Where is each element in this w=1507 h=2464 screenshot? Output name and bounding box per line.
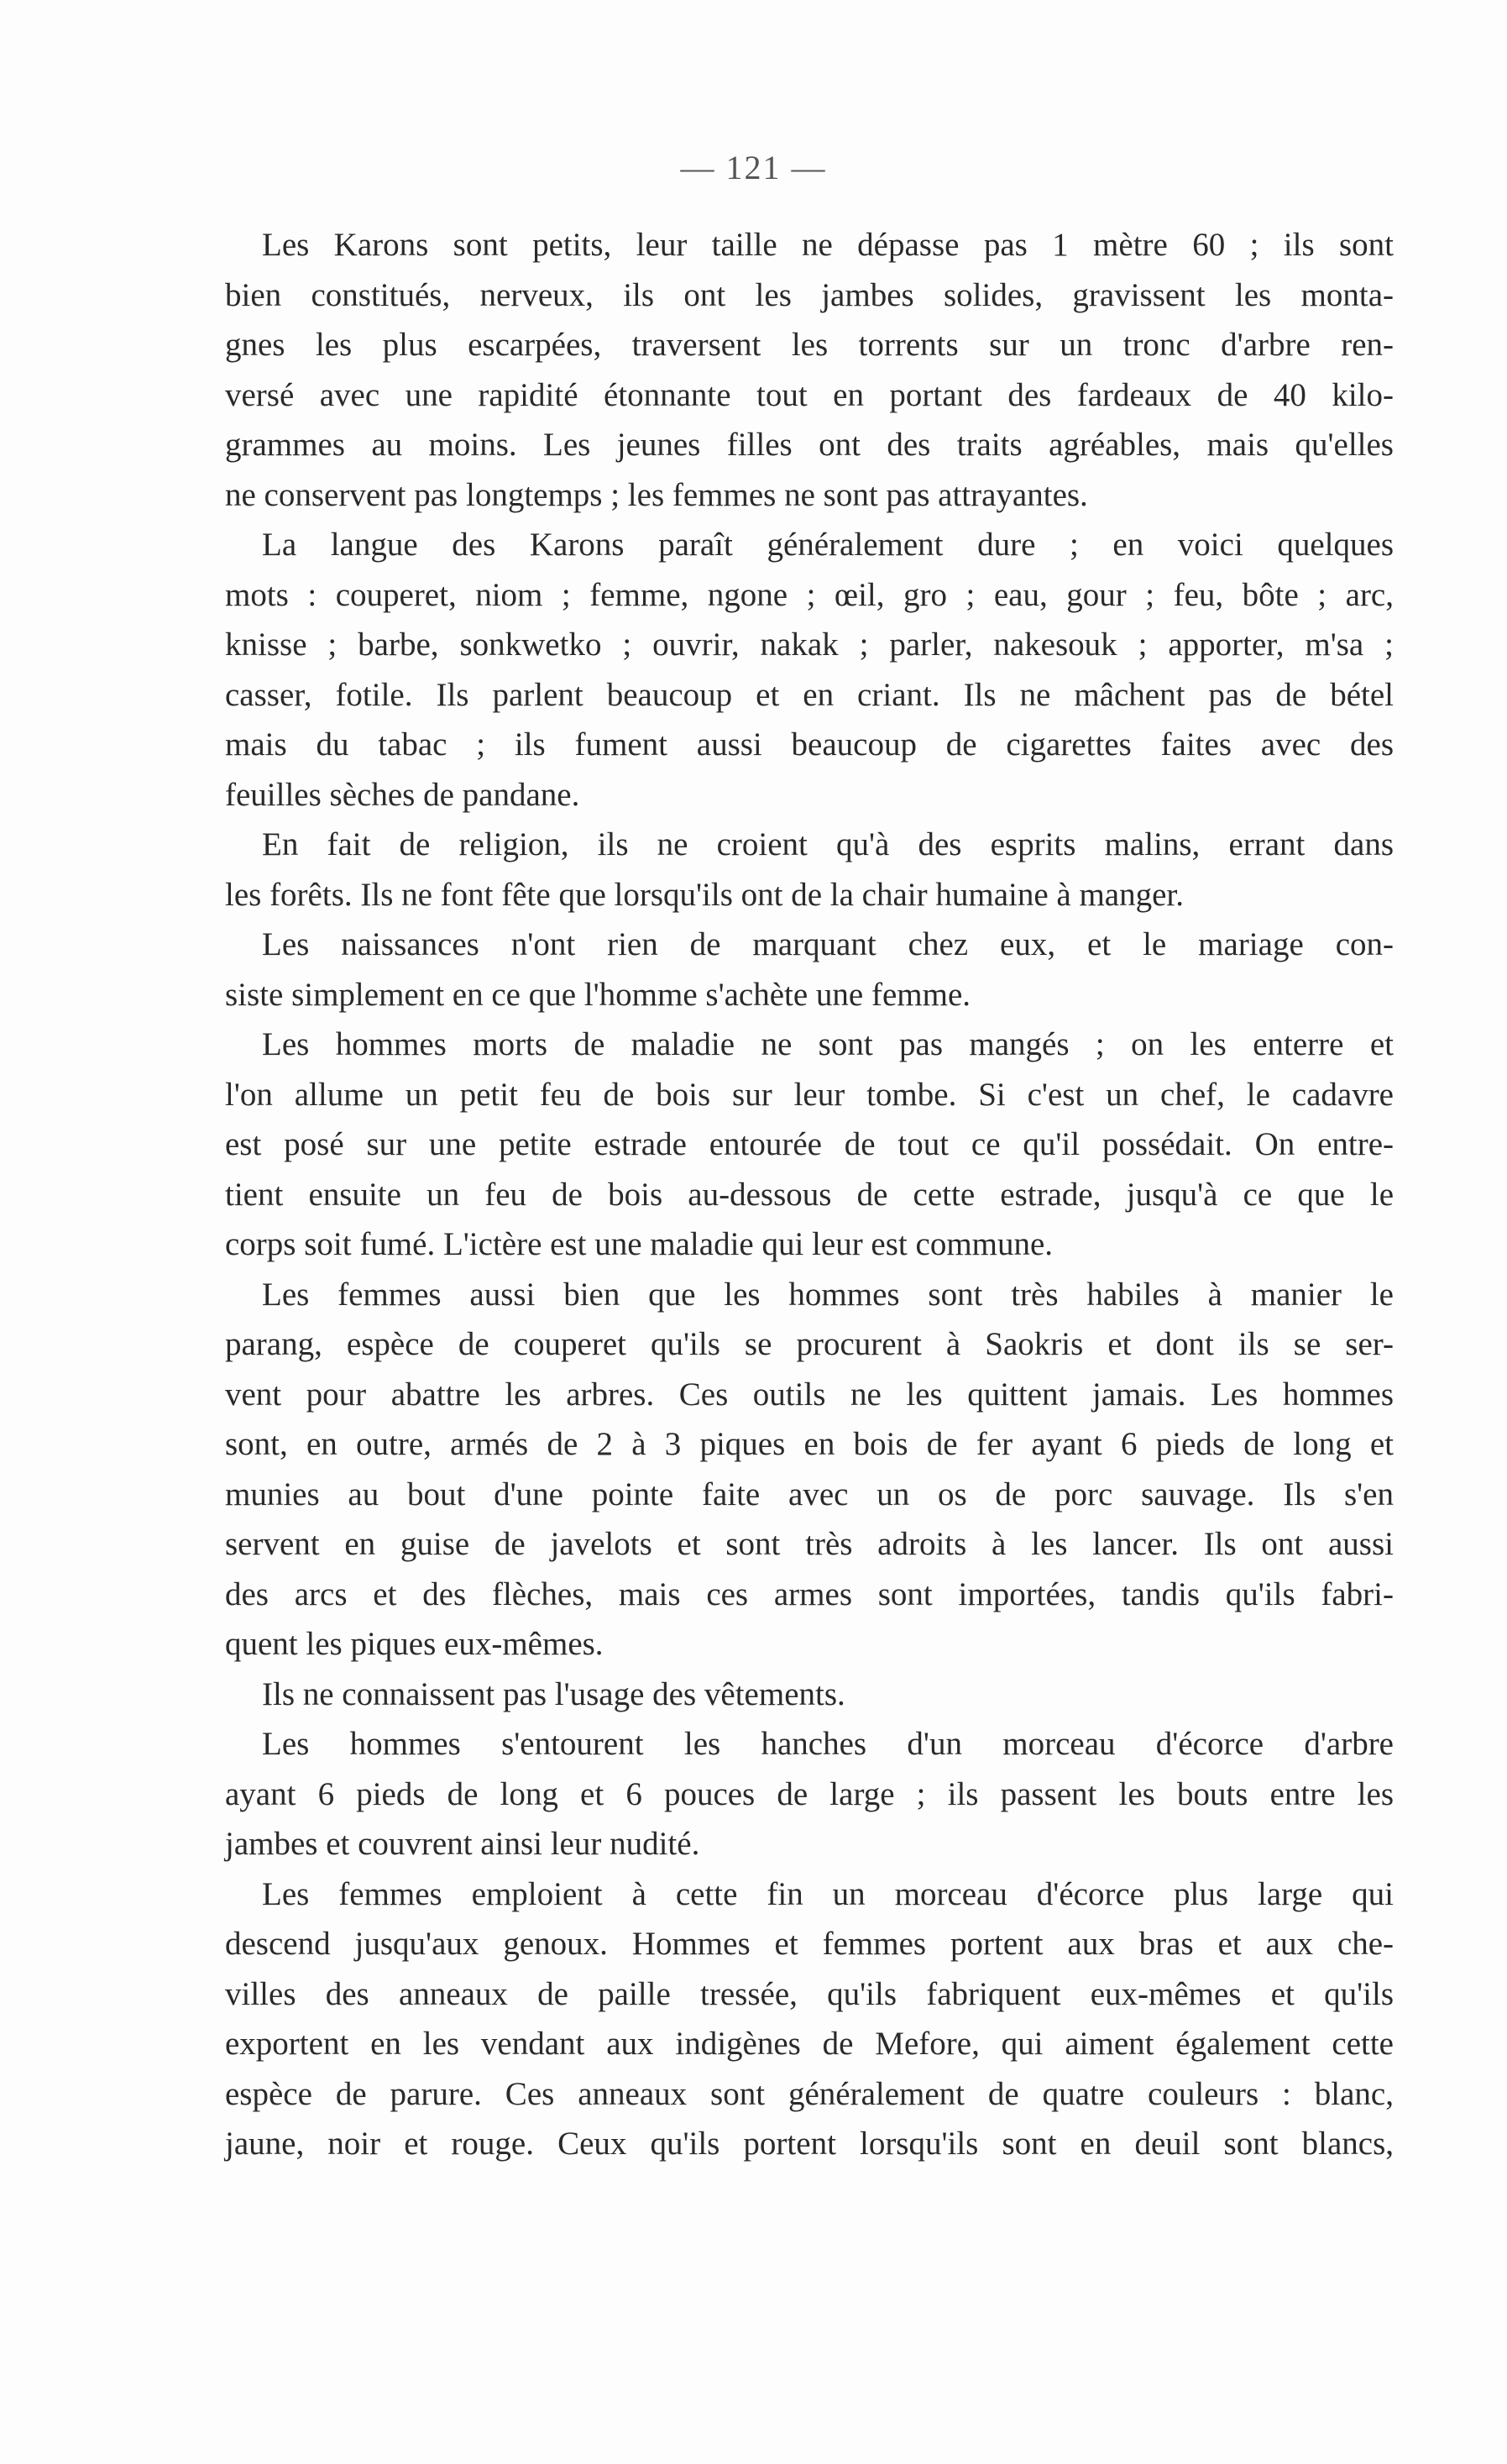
text-line: Les Karons sont petits, leur taille ne dépasse pas 1 mètre 60 ; ils sont xyxy=(262,227,1394,263)
text-line: munies au bout d'une pointe faite avec un os de porc sauvage. Ils s'en xyxy=(225,1476,1394,1512)
text-line: Les hommes morts de maladie ne sont pas mangés ; on les enterre et xyxy=(262,1026,1394,1062)
text-line: exportent en les vendant aux indigènes de Mefore, qui aiment également cette xyxy=(225,2026,1394,2062)
paragraph xyxy=(225,520,1394,820)
text-line: sont, en outre, armés de 2 à 3 piques en bois de fer ayant 6 pieds de long et xyxy=(225,1426,1394,1462)
text-line: l'on allume un petit feu de bois sur leur tombe. Si c'est un chef, le cadavre xyxy=(225,1076,1394,1113)
text-line: ne conservent pas longtemps ; les femmes ne sont pas attrayantes. xyxy=(225,476,1088,513)
text-line: grammes au moins. Les jeunes filles ont des traits agréables, mais qu'elles xyxy=(225,427,1394,463)
text-line: corps soit fumé. L'ictère est une maladie qui leur est commune. xyxy=(225,1226,1054,1262)
paragraph xyxy=(225,1869,1394,2169)
paragraph xyxy=(225,1670,1394,1720)
text-line: descend jusqu'aux genoux. Hommes et femmes portent aux bras et aux che- xyxy=(225,1926,1394,1962)
paragraph xyxy=(225,820,1394,920)
text-line: quent les piques eux-mêmes. xyxy=(225,1626,604,1662)
text-line: des arcs et des flèches, mais ces armes sont importées, tandis qu'ils fabri- xyxy=(225,1575,1394,1612)
text-line: Les naissances n'ont rien de marquant chez eux, et le mariage con- xyxy=(262,926,1394,962)
text-line: est posé sur une petite estrade entourée de tout ce qu'il possédait. On entre- xyxy=(225,1126,1394,1162)
text-line: parang, espèce de couperet qu'ils se procurent à Saokris et dont ils se ser- xyxy=(225,1326,1394,1362)
body-text xyxy=(225,220,1394,2169)
text-line: bien constitués, nerveux, ils ont les jambes solides, gravissent les monta- xyxy=(225,276,1394,313)
paragraph xyxy=(225,1270,1394,1670)
text-line: mais du tabac ; ils fument aussi beaucoup de cigarettes faites avec des xyxy=(225,726,1394,763)
text-line: feuilles sèches de pandane. xyxy=(225,776,580,813)
text-line: siste simplement en ce que l'homme s'achète une femme. xyxy=(225,976,971,1013)
text-line: Ils ne connaissent pas l'usage des vêtements. xyxy=(262,1675,845,1712)
text-line: En fait de religion, ils ne croient qu'à des esprits malins, errant dans xyxy=(262,826,1394,862)
paragraph xyxy=(225,1020,1394,1270)
text-line: Les femmes aussi bien que les hommes sont très habiles à manier le xyxy=(262,1276,1394,1313)
text-line: knisse ; barbe, sonkwetko ; ouvrir, nakak ; parler, nakesouk ; apporter, m'sa ; xyxy=(225,626,1394,663)
paragraph xyxy=(225,220,1394,520)
paragraph xyxy=(225,920,1394,1020)
text-line: ayant 6 pieds de long et 6 pouces de large ; ils passent les bouts entre les xyxy=(225,1775,1394,1812)
paragraph xyxy=(225,1719,1394,1869)
text-line: jaune, noir et rouge. Ceux qu'ils portent lorsqu'ils sont en deuil sont blancs, xyxy=(225,2126,1394,2162)
text-line: servent en guise de javelots et sont très adroits à les lancer. Ils ont aussi xyxy=(225,1526,1394,1562)
text-line: jambes et couvrent ainsi leur nudité. xyxy=(225,1826,700,1862)
text-line: Les femmes emploient à cette fin un morceau d'écorce plus large qui xyxy=(262,1875,1394,1912)
text-line: villes des anneaux de paille tressée, qu'ils fabriquent eux-mêmes et qu'ils xyxy=(225,1975,1394,2012)
text-line: mots : couperet, niom ; femme, ngone ; œil, gro ; eau, gour ; feu, bôte ; arc, xyxy=(225,576,1394,613)
text-line: tient ensuite un feu de bois au-dessous de cette estrade, jusqu'à ce que le xyxy=(225,1176,1394,1213)
text-line: La langue des Karons paraît généralement dure ; en voici quelques xyxy=(262,527,1394,563)
page-number: — 121 — xyxy=(680,149,827,186)
text-line: versé avec une rapidité étonnante tout en portant des fardeaux de 40 kilo- xyxy=(225,376,1394,413)
text-line: les forêts. Ils ne font fête que lorsqu'ils ont de la chair humaine à manger. xyxy=(225,876,1185,913)
text-line: espèce de parure. Ces anneaux sont généralement de quatre couleurs : blanc, xyxy=(225,2075,1394,2112)
text-line: casser, fotile. Ils parlent beaucoup et en criant. Ils ne mâchent pas de bétel xyxy=(225,676,1394,713)
text-line: gnes les plus escarpées, traversent les torrents sur un tronc d'arbre ren- xyxy=(225,327,1394,363)
text-line: vent pour abattre les arbres. Ces outils ne les quittent jamais. Les hommes xyxy=(225,1376,1394,1413)
text-line: Les hommes s'entourent les hanches d'un morceau d'écorce d'arbre xyxy=(262,1726,1394,1762)
